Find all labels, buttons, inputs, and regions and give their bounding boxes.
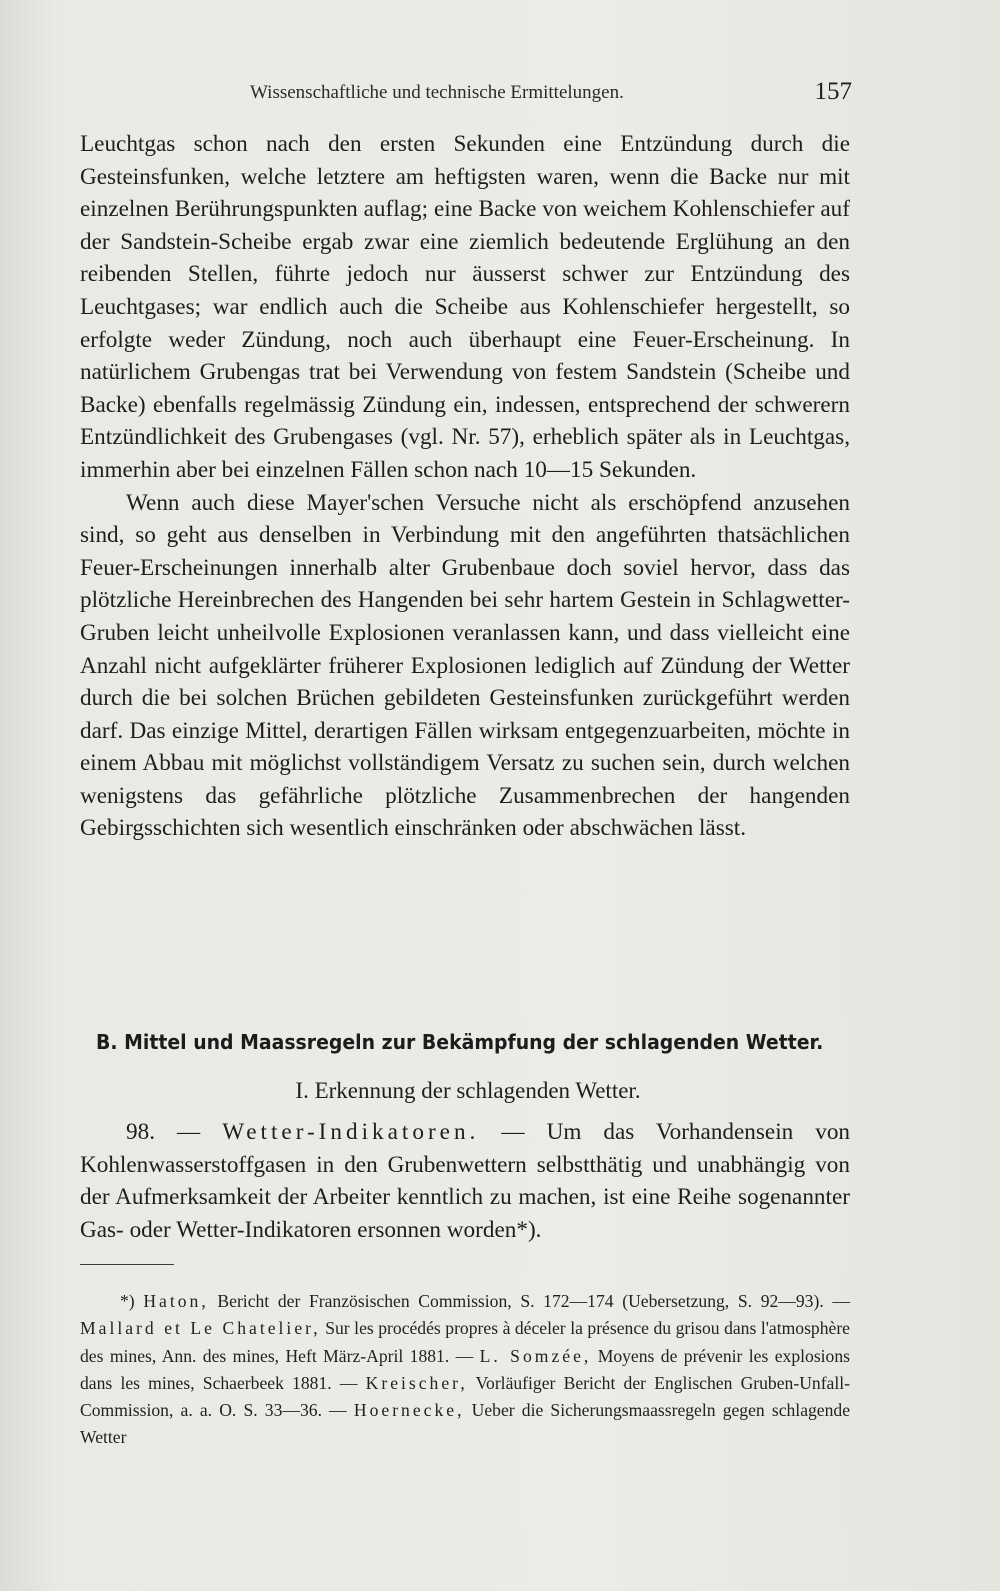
running-header	[82, 74, 852, 114]
footnote-author: Haton,	[143, 1291, 209, 1311]
entry-title: Wetter-Indikatoren.	[222, 1119, 480, 1145]
entry-number: 98.	[126, 1119, 155, 1145]
footnote-reference: Vorläufiger Bericht der Englischen Gruben-Unfall-Commission, a. a. O. S. 33—36. —	[80, 1372, 851, 1421]
section-heading: B. Mittel und Maassregeln zur Bekämpfung der schlagenden Wetter.	[96, 1030, 824, 1054]
footnote-author: L. Somzée,	[479, 1345, 592, 1366]
footnote-rule	[80, 1264, 174, 1265]
footnote	[80, 1288, 850, 1452]
footnote-reference: Sur les procédés propres à déceler la présence du grisou dans l'atmosphère des mines, Ann. des mines, Heft März-April 1881. —	[80, 1318, 850, 1366]
entry-dash-after: —	[501, 1119, 525, 1145]
footnote-reference: Ueber die Sicherungsmaassregeln gegen schlagende Wetter	[80, 1400, 851, 1448]
header-title: Wissenschaftliche und technische Ermittelungen.	[250, 82, 624, 103]
footnote-reference: Bericht der Französischen Commission, S. 172—174 (Uebersetzung, S. 92—93). —	[217, 1291, 850, 1311]
footnote-marker: *)	[120, 1291, 135, 1311]
footnote-author: Hoernecke,	[353, 1400, 465, 1421]
subsection-heading: I. Erkennung der schlagenden Wetter.	[295, 1078, 641, 1103]
footnote-reference: Moyens de prévenir les explosions dans les mines, Schaerbeek 1881. —	[80, 1345, 850, 1393]
paragraph-mayer-experiments: Wenn auch diese Mayer'schen Versuche nicht als erschöpfend anzusehen sind, so geht aus denselben in Verbindung mit den angeführten thatsächlichen Feuer-Erscheinungen innerhalb alter Grubenbaue doch soviel hervor, dass das plötzliche Hereinbrechen des Hangenden bei sehr hartem Gestein in Schlagwetter-Gruben leicht unheilvolle Explosionen veranlassen kann, und dass vielleicht eine Anzahl nicht aufgeklärter früherer Explosionen lediglich auf Zündung der Wetter durch die bei solchen Brüchen gebildeten Gesteinsfunken zurückgeführt werden darf. Das einzige Mittel, derartigen Fällen wirksam entgegenzuarbeiten, möchte in einem Abbau mit möglichst vollständigem Versatz zu suchen sein, durch welchen wenigstens das gefährliche plötzliche Zusammenbrechen der hangenden Gebirgsschichten sich wesentlich einschränken oder abschwächen lässt.	[80, 489, 850, 842]
entry-body: Um das Vorhandensein von Kohlenwasserstoffgasen in den Grubenwettern selbstthätig und unabhängig von der Aufmerksamkeit der Arbeiter kenntlich zu machen, ist eine Reihe sogenannter Gas- oder Wetter-Indikatoren ersonnen worden*).	[80, 1119, 851, 1243]
paragraph-continuation: Leuchtgas schon nach den ersten Sekunden eine Entzündung durch die Gesteinsfunken, welche letztere am heftigsten waren, wenn die Backe nur mit einzelnen Berührungspunkten auflag; eine Backe von weichem Kohlenschiefer auf der Sandstein-Scheibe ergab zwar eine ziemlich bedeutende Erglühung an den reibenden Stellen, führte jedoch nur äusserst schwer zur Entzündung des Leuchtgases; war endlich auch die Scheibe aus Kohlenschiefer hergestellt, so erfolgte weder Zündung, noch auch überhaupt eine Feuer-Erscheinung. In natürlichem Grubengas trat bei Verwendung von festem Sandstein (Scheibe und Backe) ebenfalls regelmässig Zündung ein, indessen, entsprechend der schwerern Entzündlichkeit des Grubengases (vgl. Nr. 57), erheblich später als in Leuchtgas, immerhin aber bei einzelnen Fällen schon nach 10—15 Sekunden.	[80, 131, 850, 483]
footnote-author: Kreischer,	[365, 1372, 468, 1393]
footnote-author: Mallard et Le Chatelier,	[80, 1318, 321, 1339]
entry-dash-before: —	[177, 1119, 201, 1145]
page-number: 157	[814, 78, 852, 105]
entry-98	[80, 1116, 850, 1246]
body-text	[80, 128, 850, 845]
